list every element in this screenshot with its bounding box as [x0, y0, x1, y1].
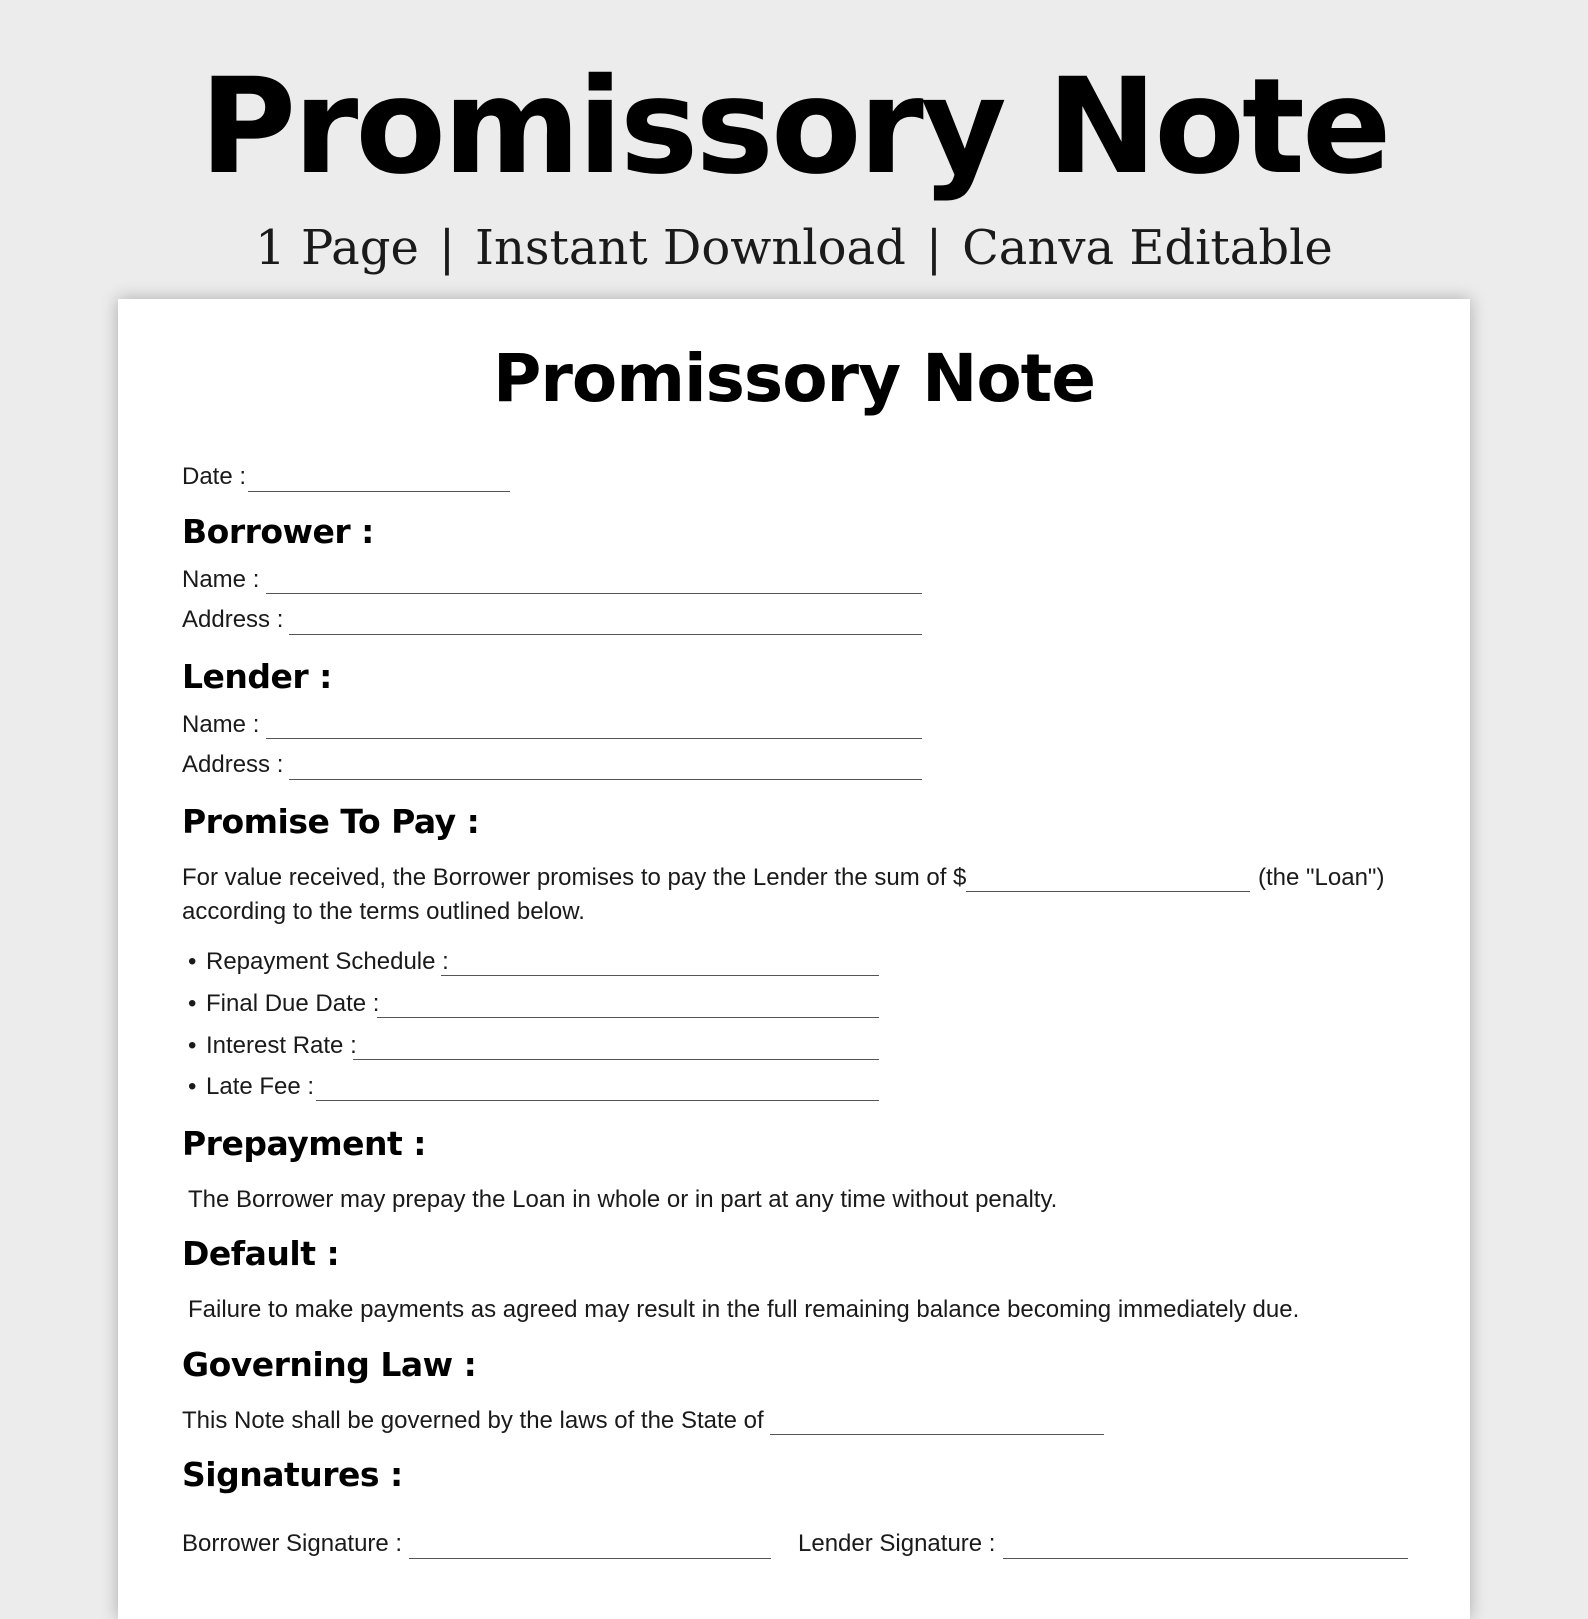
- banner-subtitle: [0, 218, 1588, 278]
- loan-amount-field[interactable]: [966, 891, 1250, 892]
- prepayment-heading: Prepayment :: [182, 1124, 426, 1163]
- interest-rate-label: Interest Rate :: [206, 1032, 357, 1059]
- list-item-repayment-schedule: [188, 947, 449, 977]
- bullet-icon: •: [188, 1032, 197, 1059]
- promise-text: For value received, the Borrower promises to pay the Lender the sum of $: [182, 864, 967, 891]
- list-item-interest-rate: [188, 1031, 357, 1061]
- lender-signature-field[interactable]: [1003, 1558, 1408, 1559]
- lender-address-label: Address :: [182, 751, 284, 778]
- governing-law-text: This Note shall be governed by the laws of the State of: [182, 1407, 764, 1434]
- promise-text-loan: (the "Loan"): [1258, 864, 1385, 891]
- state-field[interactable]: [770, 1434, 1104, 1435]
- default-heading: Default :: [182, 1234, 340, 1273]
- borrower-name-label: Name :: [182, 566, 260, 593]
- lender-name-label: Name :: [182, 711, 260, 738]
- borrower-address-field[interactable]: [289, 634, 922, 635]
- lender-heading: Lender :: [182, 657, 332, 696]
- list-item-late-fee: [188, 1072, 314, 1102]
- prepayment-text: The Borrower may prepay the Loan in whole or in part at any time without penalty.: [188, 1186, 1058, 1213]
- promise-text-line2: according to the terms outlined below.: [182, 898, 585, 925]
- final-due-date-field[interactable]: [377, 1017, 879, 1018]
- list-item-final-due-date: [188, 989, 379, 1019]
- date-label: Date :: [182, 463, 247, 490]
- repayment-schedule-label: Repayment Schedule :: [206, 948, 449, 975]
- final-due-date-label: Final Due Date :: [206, 990, 380, 1017]
- subtitle-separator: |: [925, 220, 943, 276]
- subtitle-pages: 1 Page: [255, 220, 419, 276]
- bullet-icon: •: [188, 990, 197, 1017]
- date-field[interactable]: [248, 491, 510, 492]
- lender-address-field[interactable]: [289, 779, 922, 780]
- borrower-name-field[interactable]: [266, 593, 922, 594]
- banner-title: Promissory Note: [199, 50, 1389, 204]
- borrower-signature-label: Borrower Signature :: [182, 1530, 403, 1557]
- signatures-heading: Signatures :: [182, 1455, 403, 1494]
- lender-signature-label: Lender Signature :: [798, 1530, 996, 1557]
- document-title: Promissory Note: [492, 340, 1095, 417]
- interest-rate-field[interactable]: [353, 1059, 879, 1060]
- document-sheet: [118, 299, 1470, 1619]
- promise-heading: Promise To Pay :: [182, 802, 480, 841]
- borrower-heading: Borrower :: [182, 512, 374, 551]
- subtitle-download: Instant Download: [475, 220, 906, 276]
- bullet-icon: •: [188, 1073, 197, 1100]
- bullet-icon: •: [188, 948, 197, 975]
- late-fee-label: Late Fee :: [206, 1073, 315, 1100]
- governing-law-heading: Governing Law :: [182, 1345, 477, 1384]
- subtitle-editable: Canva Editable: [962, 220, 1333, 276]
- borrower-address-label: Address :: [182, 606, 284, 633]
- late-fee-field[interactable]: [316, 1100, 879, 1101]
- subtitle-separator: |: [438, 220, 456, 276]
- default-text: Failure to make payments as agreed may result in the full remaining balance becoming immediately due.: [188, 1296, 1300, 1323]
- borrower-signature-field[interactable]: [409, 1558, 771, 1559]
- lender-name-field[interactable]: [266, 738, 922, 739]
- repayment-schedule-field[interactable]: [441, 975, 879, 976]
